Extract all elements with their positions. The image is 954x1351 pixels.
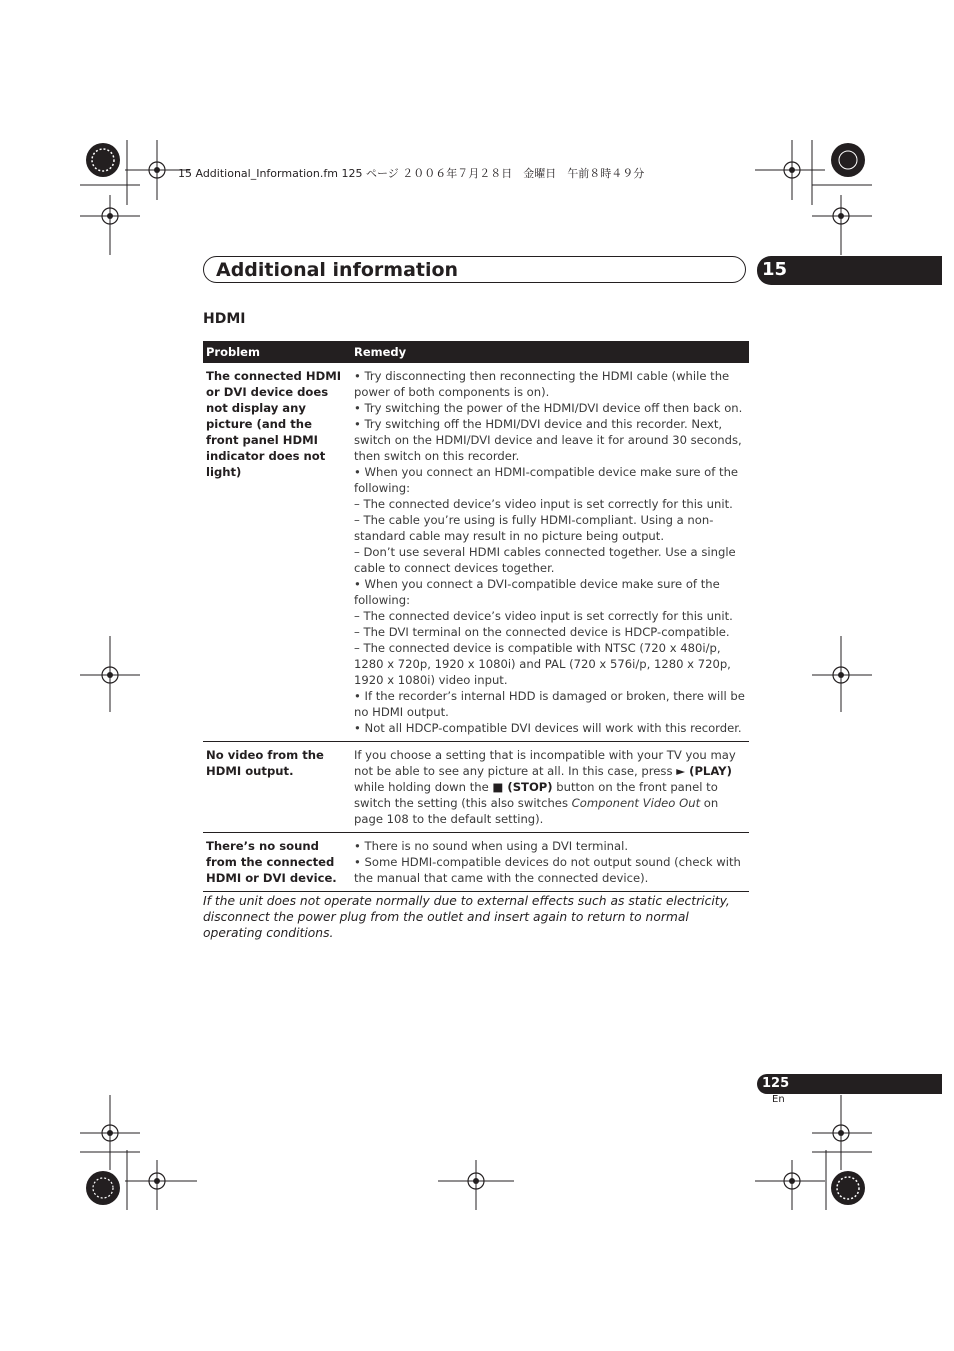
section-title: HDMI [203,311,246,327]
remedy-line: – The cable you’re using is fully HDMI-compliant. Using a non-standard cable may result in no picture being output. [354,513,714,543]
footnote: If the unit does not operate normally due to external effects such as static electricity, disconnect the power plug from the outlet and insert again to return to normal operating conditions. [203,894,730,940]
table-row [203,833,749,892]
remedy-text: on page 108 to the default setting). [354,796,719,826]
print-header-line: 15 Additional_Information.fm 125 ページ ２００６年７月２８日 金曜日 午前８時４９分 [178,167,645,180]
problem-cell: There’s no sound from the connected HDMI or DVI device. [203,833,351,892]
remedy-cell [351,833,749,892]
table-row [203,742,749,833]
remedy-line: – The DVI terminal on the connected device is HDCP-compatible. [354,625,730,639]
remedy-line: • There is no sound when using a DVI terminal. [354,839,629,853]
remedy-text: button on the front panel to switch the setting (this also switches [354,780,718,810]
table-header-row [203,341,749,363]
chapter-title: Additional information [216,259,459,281]
table-row [203,363,749,742]
remedy-line: • Try switching off the HDMI/DVI device and this recorder. Next, switch on the HDMI/DVI device and leave it for around 30 seconds, then switch on this recorder. [354,417,742,463]
troubleshooting-table [203,341,749,892]
setting-ref: Component Video Out [571,796,701,810]
remedy-cell [351,363,749,742]
remedy-line: – The connected device’s video input is set correctly for this unit. [354,497,733,511]
remedy-line: • If the recorder’s internal HDD is damaged or broken, there will be no HDMI output. [354,689,745,719]
remedy-line: • Try switching the power of the HDMI/DVI device off then back on. [354,401,743,415]
remedy-line: – Don’t use several HDMI cables connected together. Use a single cable to connect devices together. [354,545,736,575]
problem-cell: No video from the HDMI output. [203,742,351,833]
remedy-line: • Some HDMI-compatible devices do not output sound (check with the manual that came with the connected device). [354,855,741,885]
problem-cell: The connected HDMI or DVI device does not display any picture (and the front panel HDMI indicator does not light) [203,363,351,742]
remedy-text: while holding down the [354,780,493,794]
remedy-line: • Try disconnecting then reconnecting the HDMI cable (while the power of both components is on). [354,369,730,399]
remedy-line: • When you connect an HDMI-compatible device make sure of the following: [354,465,739,495]
remedy-cell [351,742,749,833]
chapter-number: 15 [762,259,788,280]
remedy-line: – The connected device’s video input is set correctly for this unit. [354,609,733,623]
remedy-line: • Not all HDCP-compatible DVI devices will work with this recorder. [354,721,742,735]
language-code: En [772,1094,785,1105]
page-number: 125 [762,1076,790,1091]
stop-button-ref: ■ (STOP) [492,780,553,794]
header-remedy: Remedy [351,341,749,363]
remedy-line: – The connected device is compatible with NTSC (720 x 480i/p, 1280 x 720p, 1920 x 1080i) and PAL (720 x 576i/p, 1280 x 720p, 1920 x 1080i) video input. [354,641,731,687]
remedy-text: If you choose a setting that is incompatible with your TV you may not be able to see any picture at all. In this case, press [354,748,736,778]
play-button-ref: ► (PLAY) [676,764,732,778]
header-problem: Problem [203,341,351,363]
remedy-line: • When you connect a DVI-compatible device make sure of the following: [354,577,720,607]
